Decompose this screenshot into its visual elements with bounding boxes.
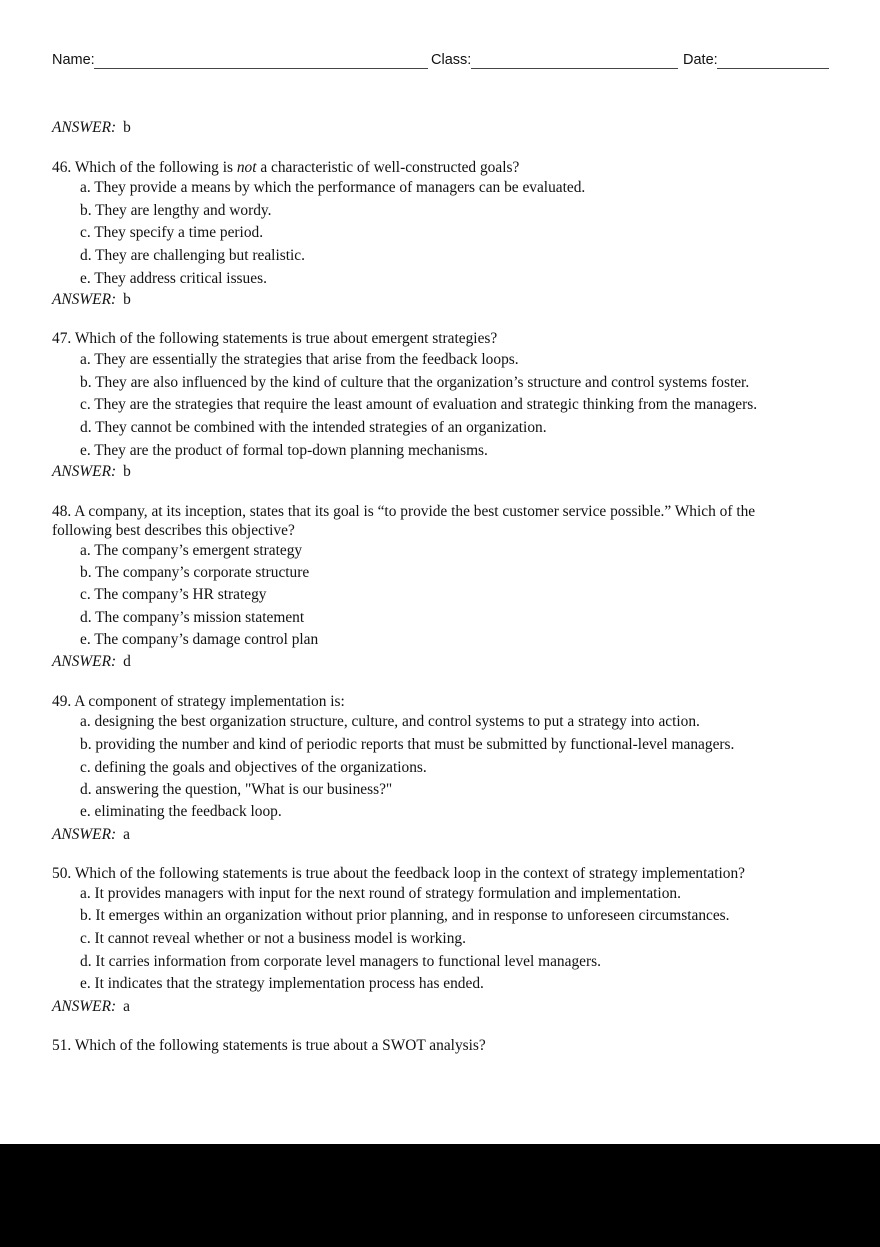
name-label: Name: (52, 52, 95, 68)
stem-text: A component of strategy implementation is: (74, 693, 345, 710)
question-number: 50. (52, 865, 72, 882)
carryover-answer (52, 119, 131, 137)
stem-text: Which of the following statements is true about a SWOT analysis? (74, 1037, 486, 1054)
option-c: c. They are the strategies that require the least amount of evaluation and strategic thinking from the managers. (80, 396, 758, 413)
answer-line (52, 826, 130, 844)
option-e: e. They are the product of formal top-down planning mechanisms. (80, 442, 488, 459)
option-d: d. answering the question, "What is our business?" (80, 781, 393, 798)
option-d: d. They are challenging but realistic. (80, 247, 305, 264)
option-a: a. designing the best organization structure, culture, and control systems to put a strategy into action. (80, 713, 700, 730)
class-blank-line (471, 68, 678, 69)
option-b: b. providing the number and kind of periodic reports that must be submitted by functional-level managers. (80, 736, 735, 753)
question-stem (52, 159, 519, 177)
question-number: 46. (52, 159, 72, 176)
answer-line (52, 998, 130, 1016)
option-a: a. The company’s emergent strategy (80, 542, 303, 559)
answer-value: a (123, 998, 130, 1015)
stem-text: Which of the following statements is true about emergent strategies? (74, 330, 498, 347)
date-blank-line (717, 68, 829, 69)
option-a: a. They provide a means by which the performance of managers can be evaluated. (80, 179, 586, 196)
option-a: a. They are essentially the strategies that arise from the feedback loops. (80, 351, 519, 368)
option-c: c. They specify a time period. (80, 224, 264, 241)
option-b: b. They are lengthy and wordy. (80, 202, 272, 219)
option-e: e. The company’s damage control plan (80, 631, 319, 648)
option-d: d. The company’s mission statement (80, 609, 305, 626)
option-c: c. The company’s HR strategy (80, 586, 267, 603)
answer-value: b (123, 463, 131, 480)
answer-label: ANSWER: (52, 119, 117, 136)
answer-value: b (123, 119, 131, 136)
stem-text: Which of the following statements is true about the feedback loop in the context of strategy implementation? (74, 865, 745, 882)
question-number: 48. (52, 503, 72, 520)
answer-line (52, 463, 131, 481)
question-stem (52, 693, 345, 711)
answer-label: ANSWER: (52, 463, 117, 480)
option-b: b. The company’s corporate structure (80, 564, 310, 581)
option-d: d. It carries information from corporate level managers to functional level managers. (80, 953, 601, 970)
stem-text: Which of the following is (74, 159, 237, 176)
date-label: Date: (683, 52, 718, 68)
answer-label: ANSWER: (52, 291, 117, 308)
stem-text: A company, at its inception, states that its goal is “to provide the best customer service possible.” Which of the (74, 503, 756, 520)
name-blank-line (94, 68, 428, 69)
option-a: a. It provides managers with input for the next round of strategy formulation and implementation. (80, 885, 681, 902)
option-c: c. It cannot reveal whether or not a business model is working. (80, 930, 466, 947)
answer-label: ANSWER: (52, 653, 117, 670)
bottom-black-margin (0, 1144, 880, 1247)
class-label: Class: (431, 52, 472, 68)
option-d: d. They cannot be combined with the intended strategies of an organization. (80, 419, 547, 436)
answer-value: d (123, 653, 131, 670)
option-e: e. They address critical issues. (80, 270, 267, 287)
question-number: 47. (52, 330, 72, 347)
question-stem (52, 330, 497, 348)
question-number: 49. (52, 693, 72, 710)
question-stem (52, 503, 755, 521)
question-stem-continued: following best describes this objective? (52, 522, 295, 539)
question-stem (52, 865, 745, 883)
option-b: b. It emerges within an organization without prior planning, and in response to unforeseen circumstances. (80, 907, 730, 924)
option-c: c. defining the goals and objectives of the organizations. (80, 759, 427, 776)
stem-text: a characteristic of well-constructed goals? (256, 159, 520, 176)
answer-label: ANSWER: (52, 826, 117, 843)
option-e: e. eliminating the feedback loop. (80, 803, 282, 820)
question-stem (52, 1037, 486, 1055)
answer-value: b (123, 291, 131, 308)
answer-line (52, 291, 131, 309)
answer-line (52, 653, 131, 671)
question-number: 51. (52, 1037, 72, 1054)
option-e: e. It indicates that the strategy implementation process has ended. (80, 975, 484, 992)
answer-value: a (123, 826, 130, 843)
option-b: b. They are also influenced by the kind of culture that the organization’s structure and control systems foster. (80, 374, 750, 391)
stem-emphasis: not (236, 159, 257, 176)
answer-label: ANSWER: (52, 998, 117, 1015)
